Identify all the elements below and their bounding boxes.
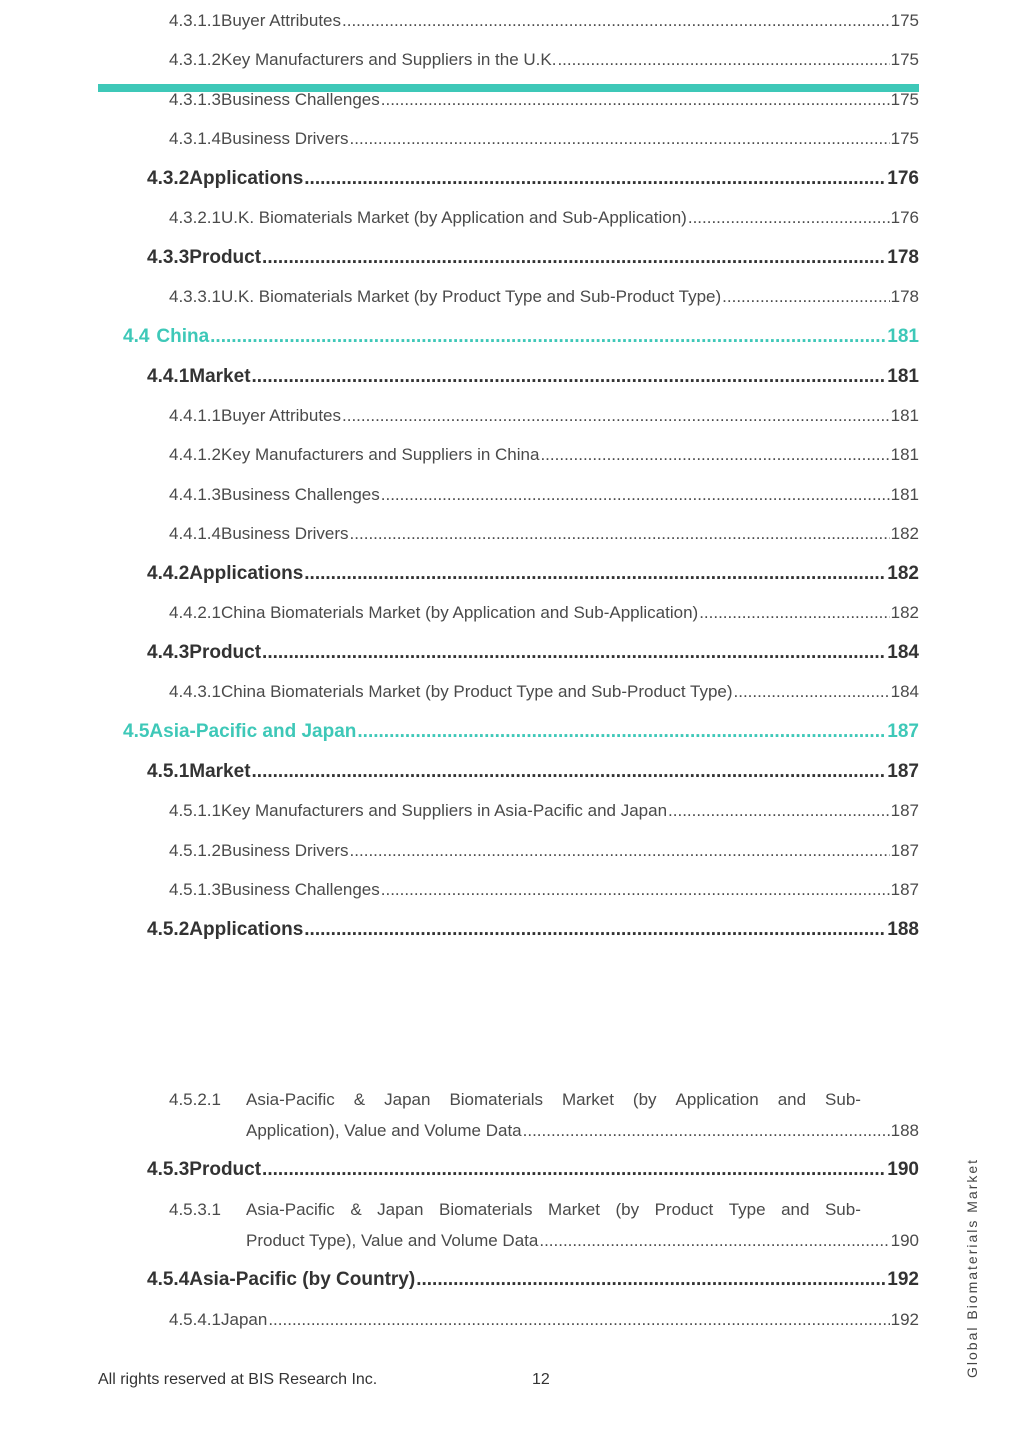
toc-leader-dots	[350, 129, 890, 149]
toc-entry-word: Market	[561, 1090, 614, 1109]
toc-leader-dots	[350, 841, 890, 861]
toc-entry-4.5[interactable]	[123, 721, 919, 743]
toc-entry-title: Key Manufacturers and Suppliers in Asia-Pacific and Japan	[221, 801, 668, 820]
toc-entry-number: 4.5.1	[147, 761, 190, 782]
toc-entry-title: Business Drivers	[221, 129, 349, 148]
toc-leader-dots	[381, 90, 890, 110]
toc-entry-4.3.3.1[interactable]	[169, 287, 919, 307]
toc-entry-title: Product	[189, 1159, 262, 1180]
toc-entry-number: 4.3.2	[147, 168, 190, 189]
toc-entry-4.5.2[interactable]	[147, 919, 919, 941]
toc-entry-number: 4.4	[123, 326, 150, 347]
toc-entry-word: (by	[632, 1090, 657, 1109]
toc-entry-title: Key Manufacturers and Suppliers in the U.K.	[221, 50, 557, 69]
toc-entry-word: Japan	[377, 1200, 424, 1219]
toc-entry-page: 181	[890, 406, 919, 425]
toc-entry-title-cont: Product Type), Value and Volume Data	[246, 1231, 539, 1250]
toc-leader-dots	[523, 1121, 890, 1141]
toc-leader-dots	[540, 445, 889, 465]
toc-entry-page: 187	[890, 880, 919, 899]
toc-entry-title-cont: Application), Value and Volume Data	[246, 1121, 522, 1140]
toc-entry-4.3.2.1[interactable]	[169, 208, 919, 228]
toc-entry-number: 4.4.2	[147, 563, 190, 584]
toc-entry-number: 4.5.1.3	[169, 880, 221, 899]
toc-leader-dots	[734, 682, 890, 702]
toc-entry-title: Business Challenges	[221, 485, 380, 504]
toc-entry-number: 4.3.1.3	[169, 90, 221, 109]
toc-entry-word: Biomaterials	[438, 1200, 533, 1219]
toc-leader-dots	[381, 880, 890, 900]
toc-entry-4.4.2.1[interactable]	[169, 603, 919, 623]
toc-entry-title: China Biomaterials Market (by Product Type and Sub-Product Type)	[221, 682, 733, 701]
toc-leader-dots	[342, 11, 890, 31]
toc-entry-number: 4.5.2.1	[169, 1090, 221, 1109]
toc-entry-page: 176	[890, 208, 919, 227]
toc-entry-title: Business Drivers	[221, 841, 349, 860]
toc-entry-title-line2	[246, 1231, 919, 1251]
toc-leader-dots	[252, 761, 887, 783]
toc-entry-title: Business Drivers	[221, 524, 349, 543]
toc-entry-word: &	[353, 1090, 366, 1109]
toc-entry-title: Asia-Pacific (by Country)	[189, 1269, 416, 1290]
toc-entry-title-line1	[246, 1090, 861, 1110]
toc-entry-number: 4.4.1.1	[169, 406, 221, 425]
toc-entry-page: 178	[890, 287, 919, 306]
toc-entry-4.5.1.2[interactable]	[169, 841, 919, 861]
toc-entry-4.5.3[interactable]	[147, 1159, 919, 1181]
toc-entry-title: China	[156, 326, 210, 347]
toc-entry-page: 190	[890, 1231, 919, 1250]
toc-leader-dots	[350, 524, 890, 544]
toc-leader-dots	[539, 1231, 889, 1251]
toc-entry-4.4[interactable]	[123, 326, 919, 348]
toc-entry-page: 184	[890, 682, 919, 701]
toc-entry-title: Business Challenges	[221, 90, 380, 109]
toc-entry-number: 4.3.2.1	[169, 208, 221, 227]
toc-entry-4.5.1.3[interactable]	[169, 880, 919, 900]
toc-entry-number: 4.5.4.1	[169, 1310, 221, 1329]
toc-entry-word: &	[350, 1200, 362, 1219]
toc-entry-page: 175	[890, 11, 919, 30]
toc-leader-dots	[557, 50, 889, 70]
toc-entry-page: 182	[890, 603, 919, 622]
toc-entry-4.4.1.2[interactable]	[169, 445, 919, 465]
toc-entry-number: 4.4.3.1	[169, 682, 221, 701]
toc-entry-word: Market	[548, 1200, 600, 1219]
toc-leader-dots	[668, 801, 890, 821]
toc-entry-title-line2	[246, 1121, 919, 1141]
side-running-title: Global Biomaterials Market	[964, 1157, 980, 1378]
toc-entry-title: Japan	[221, 1310, 268, 1329]
toc-leader-dots	[262, 642, 886, 664]
toc-entry-page: 187	[887, 761, 919, 782]
toc-entry-page: 187	[887, 721, 919, 742]
toc-entry-4.4.3.1[interactable]	[169, 682, 919, 702]
toc-entry-number: 4.4.1.4	[169, 524, 221, 543]
toc-leader-dots	[304, 563, 886, 585]
toc-entry-4.4.1.4[interactable]	[169, 524, 919, 544]
toc-entry-page: 188	[890, 1121, 919, 1140]
toc-leader-dots	[262, 247, 886, 269]
toc-entry-4.5.1.1[interactable]	[169, 801, 919, 821]
toc-entry-title: Product	[189, 247, 262, 268]
toc-entry-page: 181	[890, 485, 919, 504]
toc-entry-title: U.K. Biomaterials Market (by Application and Sub-Application)	[221, 208, 687, 227]
toc-leader-dots	[268, 1310, 889, 1330]
toc-entry-word: Asia-Pacific	[246, 1200, 335, 1219]
toc-entry-4.4.1.3[interactable]	[169, 485, 919, 505]
toc-entry-number: 4.5.3	[147, 1159, 190, 1180]
toc-entry-word: (by	[615, 1200, 640, 1219]
toc-entry-4.3.3[interactable]	[147, 247, 919, 269]
toc-entry-title: Applications	[189, 563, 304, 584]
toc-entry-word: Sub-	[825, 1090, 861, 1109]
toc-entry-word: Product	[654, 1200, 714, 1219]
toc-entry-4.3.1.2[interactable]	[169, 50, 919, 70]
toc-leader-dots	[304, 168, 886, 190]
toc-entry-4.5.1[interactable]	[147, 761, 919, 783]
toc-entry-page: 187	[890, 801, 919, 820]
toc-entry-title: Business Challenges	[221, 880, 380, 899]
toc-entry-page: 182	[887, 563, 919, 584]
toc-entry-4.3.1.1[interactable]	[169, 11, 919, 31]
toc-leader-dots	[699, 603, 889, 623]
toc-entry-title: Market	[189, 366, 251, 387]
toc-entry-number: 4.5.2	[147, 919, 190, 940]
toc-entry-number: 4.4.1.2	[169, 445, 221, 464]
toc-entry-word: Application	[675, 1090, 759, 1109]
toc-entry-number: 4.5.4	[147, 1269, 190, 1290]
toc-leader-dots	[262, 1159, 886, 1181]
toc-entry-title: Product	[189, 642, 262, 663]
toc-entry-page: 175	[890, 90, 919, 109]
toc-entry-word: Type	[728, 1200, 766, 1219]
toc-entry-number: 4.3.1.2	[169, 50, 221, 69]
toc-entry-page: 190	[887, 1159, 919, 1180]
toc-leader-dots	[381, 485, 890, 505]
toc-entry-4.4.2[interactable]	[147, 563, 919, 585]
toc-entry-word: and	[777, 1090, 807, 1109]
toc-entry-number: 4.5.3.1	[169, 1200, 221, 1219]
toc-entry-number: 4.4.3	[147, 642, 190, 663]
toc-leader-dots	[357, 721, 886, 743]
toc-leader-dots	[210, 326, 886, 348]
toc-leader-dots	[688, 208, 890, 228]
toc-entry-4.5.4.1[interactable]	[169, 1310, 919, 1330]
toc-entry-title: Asia-Pacific and Japan	[149, 721, 357, 742]
toc-entry-page: 175	[890, 50, 919, 69]
toc-entry-word: Biomaterials	[449, 1090, 543, 1109]
toc-entry-4.4.1.1[interactable]	[169, 406, 919, 426]
toc-entry-number: 4.3.3	[147, 247, 190, 268]
toc-entry-page: 181	[887, 326, 919, 347]
toc-leader-dots	[252, 366, 887, 388]
toc-entry-number: 4.5.1.1	[169, 801, 221, 820]
toc-entry-page: 181	[890, 445, 919, 464]
toc-entry-page: 176	[887, 168, 919, 189]
toc-entry-word: Japan	[384, 1090, 431, 1109]
toc-entry-4.4.1[interactable]	[147, 366, 919, 388]
toc-leader-dots	[342, 406, 890, 426]
toc-leader-dots	[416, 1269, 886, 1291]
toc-entry-title: China Biomaterials Market (by Application and Sub-Application)	[221, 603, 699, 622]
toc-entry-number: 4.5	[123, 721, 150, 742]
toc-entry-title: U.K. Biomaterials Market (by Product Type and Sub-Product Type)	[221, 287, 722, 306]
toc-entry-4.3.2[interactable]	[147, 168, 919, 190]
toc-entry-title-line1	[246, 1200, 861, 1220]
toc-entry-number: 4.4.1.3	[169, 485, 221, 504]
toc-entry-4.5.4[interactable]	[147, 1269, 919, 1291]
toc-entry-word: Asia-Pacific	[246, 1090, 335, 1109]
toc-leader-dots	[722, 287, 889, 307]
toc-entry-page: 187	[890, 841, 919, 860]
toc-entry-page: 182	[890, 524, 919, 543]
toc-entry-page: 175	[890, 129, 919, 148]
toc-entry-4.3.1.3[interactable]	[169, 90, 919, 110]
toc-entry-word: and	[781, 1200, 810, 1219]
toc-entry-title: Applications	[189, 919, 304, 940]
toc-entry-4.3.1.4[interactable]	[169, 129, 919, 149]
toc-entry-title: Buyer Attributes	[221, 406, 342, 425]
footer-copyright: All rights reserved at BIS Research Inc.	[98, 1371, 378, 1388]
toc-entry-page: 184	[887, 642, 919, 663]
toc-entry-number: 4.5.1.2	[169, 841, 221, 860]
toc-entry-title: Key Manufacturers and Suppliers in China	[221, 445, 540, 464]
toc-entry-4.4.3[interactable]	[147, 642, 919, 664]
toc-entry-title: Applications	[189, 168, 304, 189]
toc-entry-page: 181	[887, 366, 919, 387]
toc-entry-number: 4.3.1.1	[169, 11, 221, 30]
toc-leader-dots	[304, 919, 886, 941]
toc-entry-number: 4.3.3.1	[169, 287, 221, 306]
toc-entry-page: 192	[890, 1310, 919, 1329]
toc-entry-word: Sub-	[824, 1200, 861, 1219]
toc-entry-page: 192	[887, 1269, 919, 1290]
toc-entry-title: Market	[189, 761, 251, 782]
toc-entry-page: 178	[887, 247, 919, 268]
footer-page-number: 12	[532, 1371, 550, 1388]
toc-entry-page: 188	[887, 919, 919, 940]
toc-entry-title: Buyer Attributes	[221, 11, 342, 30]
toc-entry-number: 4.4.1	[147, 366, 190, 387]
toc-entry-number: 4.3.1.4	[169, 129, 221, 148]
toc-entry-number: 4.4.2.1	[169, 603, 221, 622]
